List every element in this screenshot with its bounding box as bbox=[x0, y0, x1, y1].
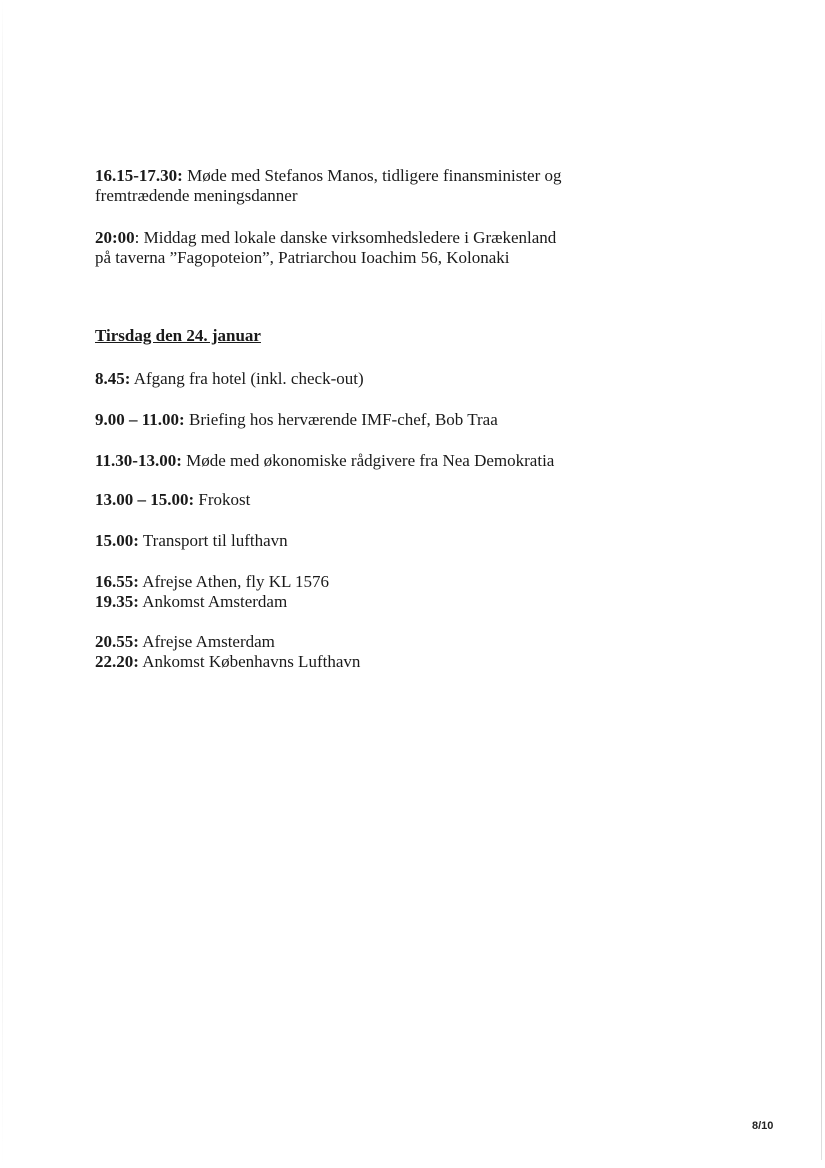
entry-text-continued: fremtrædende meningsdanner bbox=[95, 186, 298, 205]
schedule-entry-imf-briefing bbox=[95, 410, 498, 430]
entry-text: Møde med Stefanos Manos, tidligere finansminister og bbox=[182, 166, 562, 185]
schedule-entry-flight-amsterdam bbox=[95, 632, 360, 672]
entry-text: Afrejse Athen, fly KL 1576 bbox=[138, 572, 330, 591]
scan-edge-left bbox=[2, 0, 3, 1168]
entry-time: 22.20: bbox=[95, 652, 139, 671]
scan-edge-right bbox=[821, 300, 822, 1160]
schedule-entry-lunch bbox=[95, 490, 250, 510]
page-number: 8/10 bbox=[752, 1120, 774, 1132]
entry-text: Briefing hos herværende IMF-chef, Bob Traa bbox=[184, 410, 498, 429]
entry-time: 16.55: bbox=[95, 572, 139, 591]
entry-text: Ankomst Københavns Lufthavn bbox=[138, 652, 361, 671]
entry-text: Ankomst Amsterdam bbox=[138, 592, 288, 611]
entry-text: : Middag med lokale danske virksomhedsledere i Grækenland bbox=[134, 228, 557, 247]
entry-text: Afrejse Amsterdam bbox=[138, 632, 275, 651]
entry-text-continued: på taverna ”Fagopoteion”, Patriarchou Ioachim 56, Kolonaki bbox=[95, 248, 510, 267]
schedule-entry-nd-advisors bbox=[95, 451, 554, 471]
entry-text: Møde med økonomiske rådgivere fra Nea Demokratia bbox=[181, 451, 555, 470]
entry-time: 19.35: bbox=[95, 592, 139, 611]
schedule-entry-transport bbox=[95, 531, 288, 551]
schedule-entry-departure-hotel bbox=[95, 369, 364, 389]
schedule-entry-flight-athens bbox=[95, 572, 329, 612]
entry-time: 16.15-17.30: bbox=[95, 166, 183, 185]
entry-text: Transport til lufthavn bbox=[138, 531, 288, 550]
day-heading-tuesday: Tirsdag den 24. januar bbox=[95, 326, 261, 345]
schedule-entry-manos bbox=[95, 166, 562, 206]
entry-time: 8.45: bbox=[95, 369, 131, 388]
entry-time: 20.55: bbox=[95, 632, 139, 651]
schedule-entry-dinner bbox=[95, 228, 556, 268]
entry-time: 9.00 – 11.00: bbox=[95, 410, 185, 429]
entry-text: Frokost bbox=[194, 490, 251, 509]
entry-time: 11.30-13.00: bbox=[95, 451, 182, 470]
entry-time: 13.00 – 15.00: bbox=[95, 490, 195, 509]
entry-text: Afgang fra hotel (inkl. check-out) bbox=[130, 369, 364, 388]
entry-time: 20:00 bbox=[95, 228, 135, 247]
entry-time: 15.00: bbox=[95, 531, 139, 550]
